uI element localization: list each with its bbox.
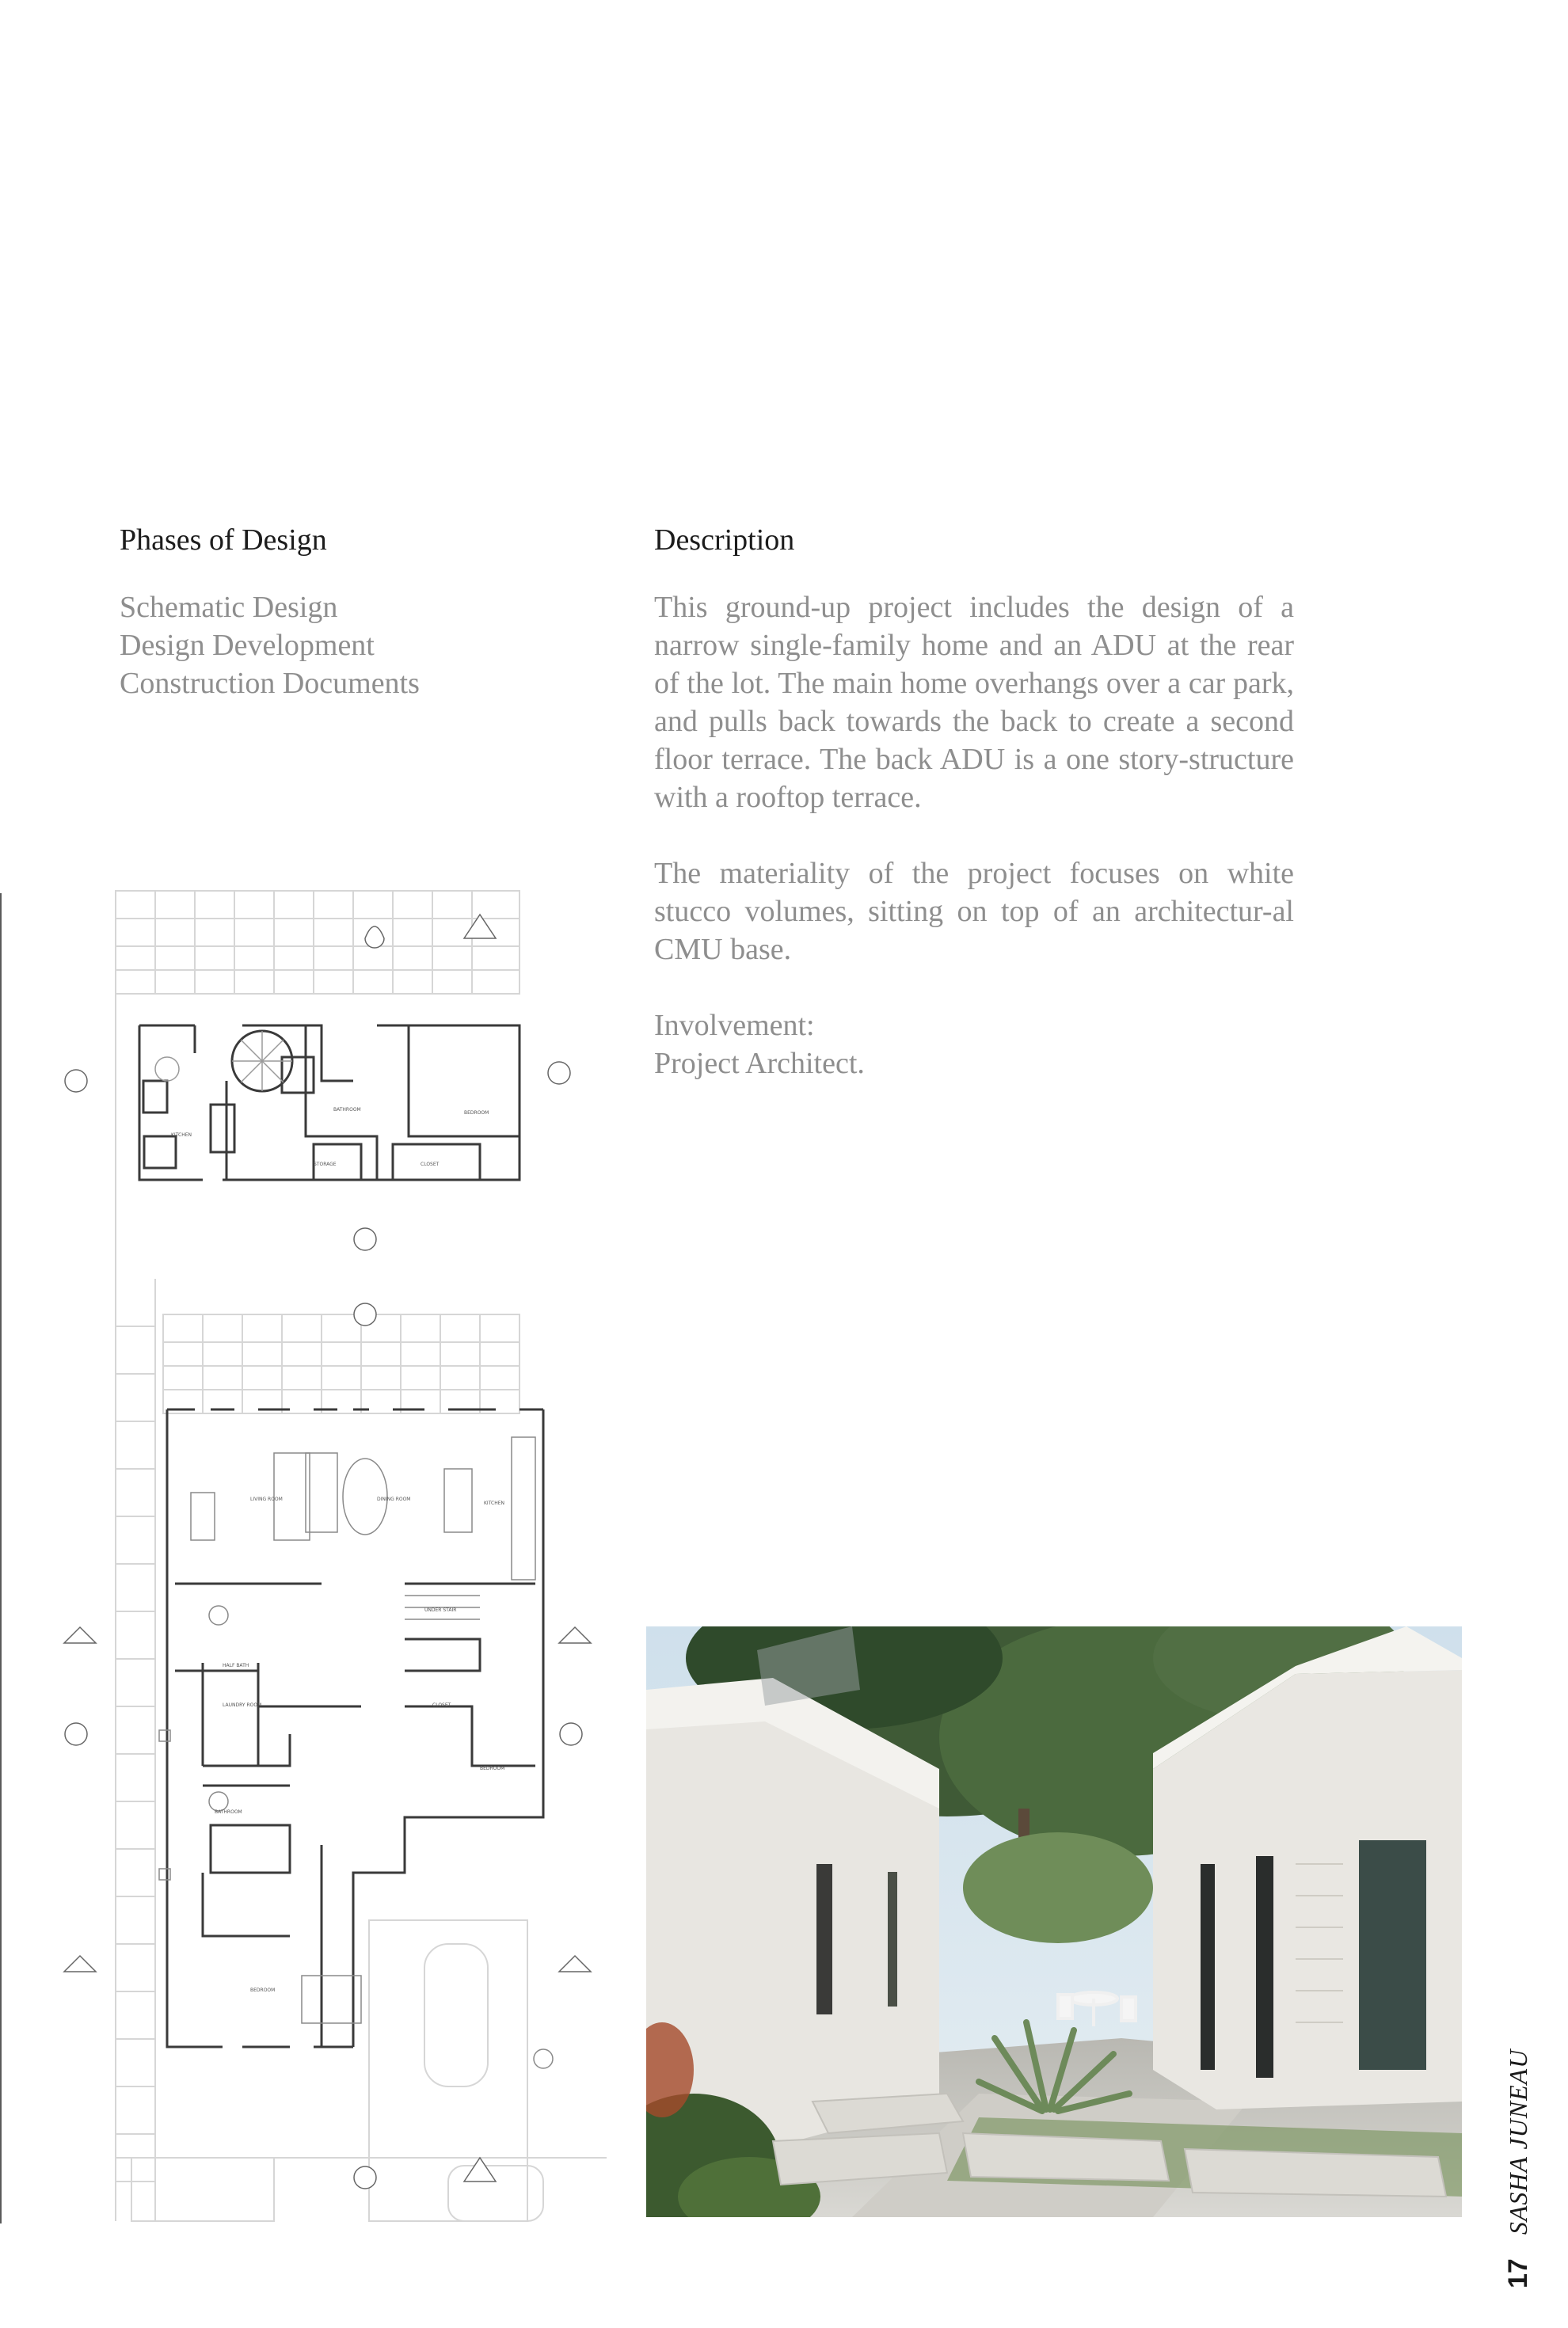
involvement-value: Project Architect. — [654, 1047, 865, 1080]
phases-list — [120, 588, 420, 702]
phase-item: Schematic Design — [120, 591, 338, 624]
page-sidebar — [1503, 2048, 1551, 2288]
plan-label-kitchen: KITCHEN — [171, 1132, 192, 1138]
involvement-label: Involvement: — [654, 1009, 815, 1042]
exterior-render-image — [646, 1626, 1462, 2217]
plan-label-under-stair: UNDER STAIR — [424, 1607, 457, 1613]
plan-label-bathroom-2: BATHROOM — [215, 1809, 242, 1815]
plan-label-bathroom: BATHROOM — [333, 1107, 361, 1113]
author-name: SASHA JUNEAU — [1504, 2048, 1532, 2235]
description-body — [654, 588, 1294, 1082]
phase-item: Design Development — [120, 629, 375, 662]
plan-label-closet-2: CLOSET — [432, 1702, 451, 1708]
plan-label-laundry: LAUNDRY ROOM — [223, 1702, 262, 1708]
plan-label-storage: STORAGE — [314, 1162, 337, 1167]
plan-label-kitchen-main: KITCHEN — [484, 1501, 504, 1506]
phases-heading: Phases of Design — [120, 523, 327, 557]
phase-item: Construction Documents — [120, 667, 420, 700]
plan-label-closet: CLOSET — [421, 1162, 440, 1167]
plan-label-bedroom-2: BEDROOM — [250, 1988, 276, 1993]
floor-plan-drawing — [52, 883, 615, 2229]
plan-label-dining: DINING ROOM — [377, 1497, 411, 1502]
page-number: 17 — [1503, 2258, 1533, 2288]
plan-label-bedroom-1: BEDROOM — [480, 1766, 505, 1771]
plan-label-living: LIVING ROOM — [250, 1497, 283, 1502]
page-edge-line — [0, 893, 2, 2223]
involvement — [654, 1006, 1294, 1082]
plan-label-bedroom: BEDROOM — [464, 1110, 489, 1116]
description-heading: Description — [654, 523, 795, 557]
sidebar-rotated — [1503, 2049, 1534, 2288]
description-paragraph: The materiality of the project focuses on white stucco volumes, sitting on top of an architectur-al CMU base. — [654, 857, 1294, 966]
description-paragraph: This ground-up project includes the design of a narrow single-family home and an ADU at the rear of the lot. The main home overhangs over a car park, and pulls back towards the back to create a second floor terrace. The back ADU is a one story-structure with a rooftop terrace. — [654, 591, 1294, 814]
plan-label-half-bath: HALF BATH — [223, 1663, 249, 1668]
